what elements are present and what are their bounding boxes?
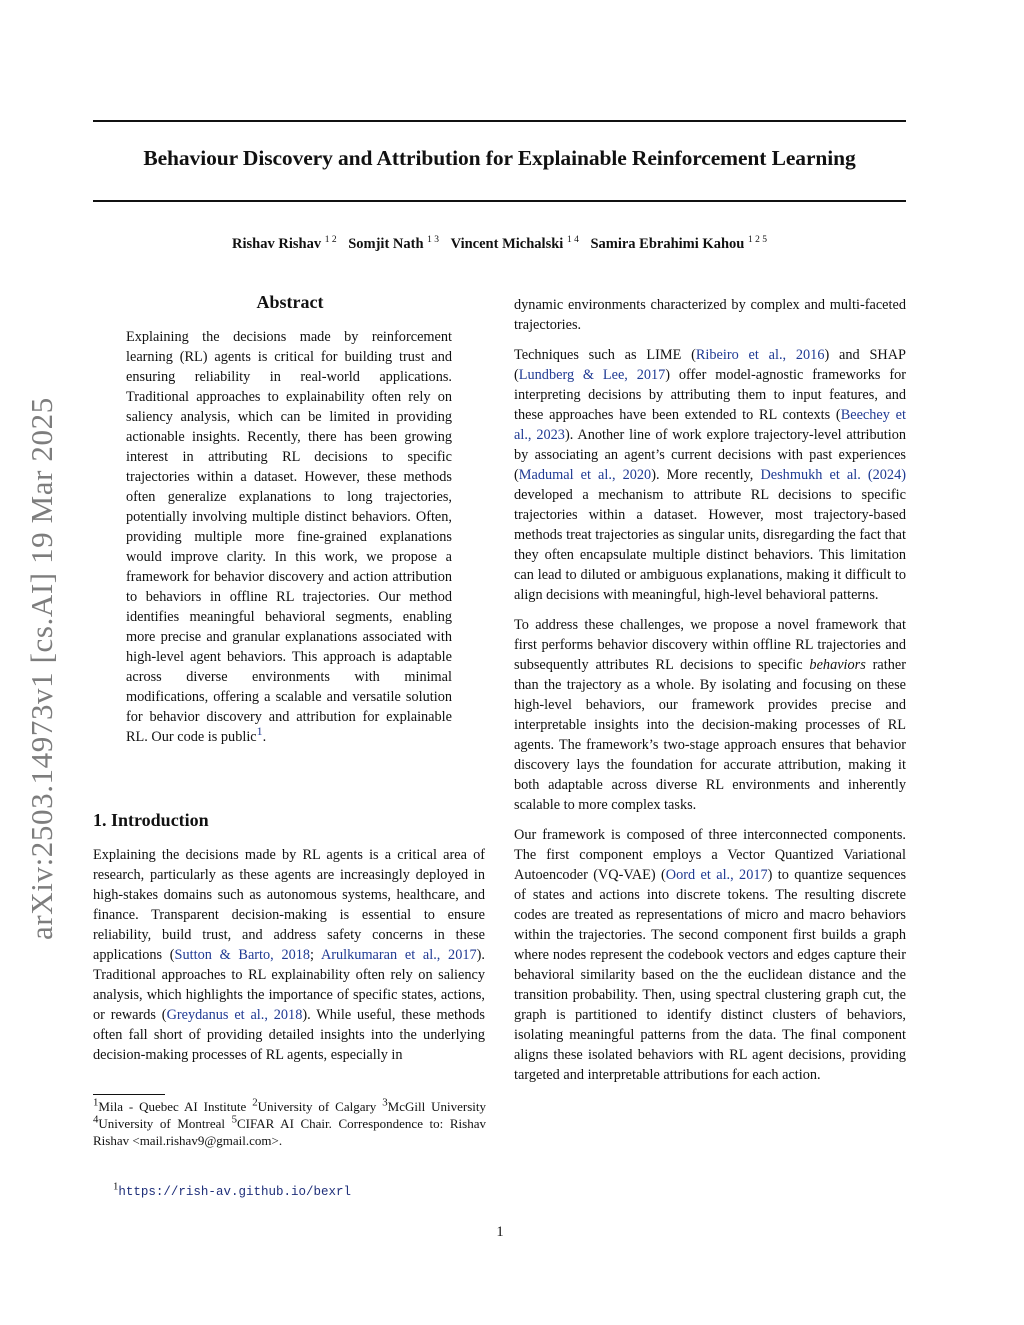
paragraph [514, 295, 906, 335]
citation-link[interactable]: Greydanus et al., 2018 [166, 1007, 303, 1023]
footnote-text: CIFAR AI Chair. Correspondence to: Rishav Rishav <mail.rishav9@gmail.com>. [93, 1116, 486, 1148]
intro-text: Explaining the decisions made by RL agents is a critical area of research, particularly as these agents are increasingly deployed in high-stakes domains such as autonomous systems, healthcare, and finance. Transparent decision-making is essential to ensure reliability, build trust, and address safety concerns in these applications ( [93, 847, 485, 963]
author [232, 236, 337, 252]
abstract-heading: Abstract [256, 292, 324, 312]
body-text: dynamic environments characterized by complex and multi-faceted trajectories. [514, 297, 906, 333]
footnote-mark: 4 [93, 1113, 99, 1126]
citation-link[interactable]: Sutton & Barto, 2018 [174, 947, 311, 963]
body-text: ) offer model-agnostic frameworks for interpreting decisions by attributing them to input features, and these approaches have been extended to RL contexts ( [514, 367, 906, 423]
intro-text: ). Traditional approaches to RL explainability often rely on saliency analysis, which highlights the importance of specific states, actions, or rewards ( [93, 947, 485, 1023]
title-rule-top [93, 120, 906, 122]
author-name: Rishav Rishav [232, 236, 322, 252]
footnote-mark: 1 [113, 1180, 119, 1193]
author-list [93, 236, 906, 253]
body-text: rather than the trajectory as a whole. By isolating and focusing on these high-level behaviors, our framework provides precise and interpretable insights into the decision-making processes of RL agents. The framework’s two-stage approach ensures that behavior discovery lays the foundation for accurate attribution, making it both adaptable across diverse RL environments and inherently scalable to more complex tasks. [514, 657, 906, 813]
paragraph [514, 615, 906, 815]
body-text: developed a mechanism to attribute RL decisions to specific trajectories within a dataset. However, most trajectory-based methods treat trajectories as singular units, disregarding the fact that they often encapsulate multiple distinct behaviors. This limitation can lead to diluted or ambiguous explanations, making it difficult to align decisions with meaningful, high-level behavioral patterns. [514, 487, 906, 603]
body-text: ) and SHAP ( [514, 347, 907, 383]
footnote-rule [93, 1094, 165, 1095]
intro-text: ). While useful, these methods often fall short of providing detailed insights into the underlying decision-making processes of RL agents, especially in [93, 1007, 485, 1063]
author-affiliation: 1 2 [324, 235, 337, 246]
footnote-text: McGill University [387, 1099, 486, 1114]
citation-link[interactable]: Oord et al., 2017 [665, 867, 768, 883]
abstract-end: . [262, 729, 267, 745]
author [451, 236, 579, 252]
author [590, 236, 767, 252]
footnote-text: Mila - Quebec AI Institute [98, 1099, 253, 1114]
footnote-mark: 5 [231, 1113, 237, 1126]
footnote-mark: 1 [93, 1096, 99, 1109]
author-affiliation: 1 3 [427, 235, 440, 246]
citation-link[interactable]: Deshmukh et al. (2024) [760, 467, 906, 483]
arxiv-identifier: arXiv:2503.14973v1 [cs.AI] 19 Mar 2025 [24, 397, 59, 940]
body-text: ). More recently, [651, 467, 761, 483]
author-name: Vincent Michalski [450, 236, 564, 252]
title-rule-bottom [93, 200, 906, 202]
body-text: Our framework is composed of three interconnected components. The first component employs a Vector Quantized Variational Autoencoder (VQ-VAE) ( [514, 827, 906, 883]
paragraph [514, 825, 906, 1085]
author-affiliation: 1 2 5 [747, 235, 767, 246]
body-text: ). Another line of work explore trajectory-level attribution by associating an agent’s current decisions with past experiences ( [514, 427, 906, 483]
abstract-text [126, 327, 452, 747]
citation-link[interactable]: Madumal et al., 2020 [518, 467, 652, 483]
url-footnote [113, 1180, 351, 1199]
citation-link[interactable]: Ribeiro et al., 2016 [695, 347, 825, 363]
footnote-mark: 2 [252, 1096, 258, 1109]
footnote-mark: 3 [382, 1096, 388, 1109]
paper-title: Behaviour Discovery and Attribution for Explainable Reinforcement Learning [143, 146, 856, 170]
emphasis: behaviors [809, 657, 866, 673]
paragraph [514, 345, 906, 605]
citation-link[interactable]: Lundberg & Lee, 2017 [518, 367, 666, 383]
footnote-text: University of Calgary [257, 1099, 383, 1114]
right-column [514, 295, 906, 1085]
body-text: To address these challenges, we propose a novel framework that first performs behavior discovery within offline RL trajectories and subsequently attributes RL decisions to specific [514, 617, 906, 673]
section-heading-introduction: 1. Introduction [93, 810, 209, 830]
citation-link[interactable]: Arulkumaran et al., 2017 [320, 947, 477, 963]
intro-paragraph [93, 845, 485, 1065]
author-name: Samira Ebrahimi Kahou [590, 236, 745, 252]
author-affiliation: 1 4 [566, 235, 579, 246]
footnote-text: University of Montreal [98, 1116, 232, 1131]
footnote-link[interactable]: 1 [256, 724, 263, 739]
author-name: Somjit Nath [348, 236, 424, 252]
page-number: 1 [496, 1224, 504, 1240]
body-text: Techniques such as LIME ( [514, 347, 696, 363]
intro-text: ; [310, 947, 321, 963]
body-text: ) to quantize sequences of states and actions into discrete tokens. The resulting discrete codes are treated as representations of micro and macro behaviors within the trajectories. The second component first builds a graph where nodes represent the codebook vectors and edges capture their behavioral similarity based on the the euclidean distance and the transition probability. Then, using spectral clustering graph cut, the graph is partitioned to identify distinct clusters of behaviors, isolating meaningful patterns from the data. The final component aligns these isolated behaviors with RL agent decisions, providing targeted and interpretable attributions for each action. [514, 867, 907, 1083]
citation-link[interactable]: Beechey et al., 2023 [514, 407, 906, 443]
abstract-body: Explaining the decisions made by reinforcement learning (RL) agents is critical for building trust and ensuring reliability in real-world applications. Traditional approaches to explainability often rely on saliency analysis, which can be limited in providing actionable insights. Recently, there has been growing interest in attributing RL decisions to specific trajectories within a dataset. However, these methods often generalize explanations to long trajectories, potentially involving multiple distinct behaviors. Often, providing multiple more fine-grained explanations would improve clarity. In this work, we propose a framework for behavior discovery and action attribution to behaviors in offline RL trajectories. Our method identifies meaningful behavioral segments, enabling more precise and granular explanations associated with high-level agent behaviors. This approach is adaptable across diverse environments with minimal modifications, offering a scalable and versatile solution for behavior discovery and attribution for explainable RL. Our code is public [126, 329, 452, 745]
code-url-link[interactable]: https://rish-av.github.io/bexrl [118, 1185, 351, 1199]
author [348, 236, 439, 252]
affiliation-footnote [93, 1098, 486, 1149]
